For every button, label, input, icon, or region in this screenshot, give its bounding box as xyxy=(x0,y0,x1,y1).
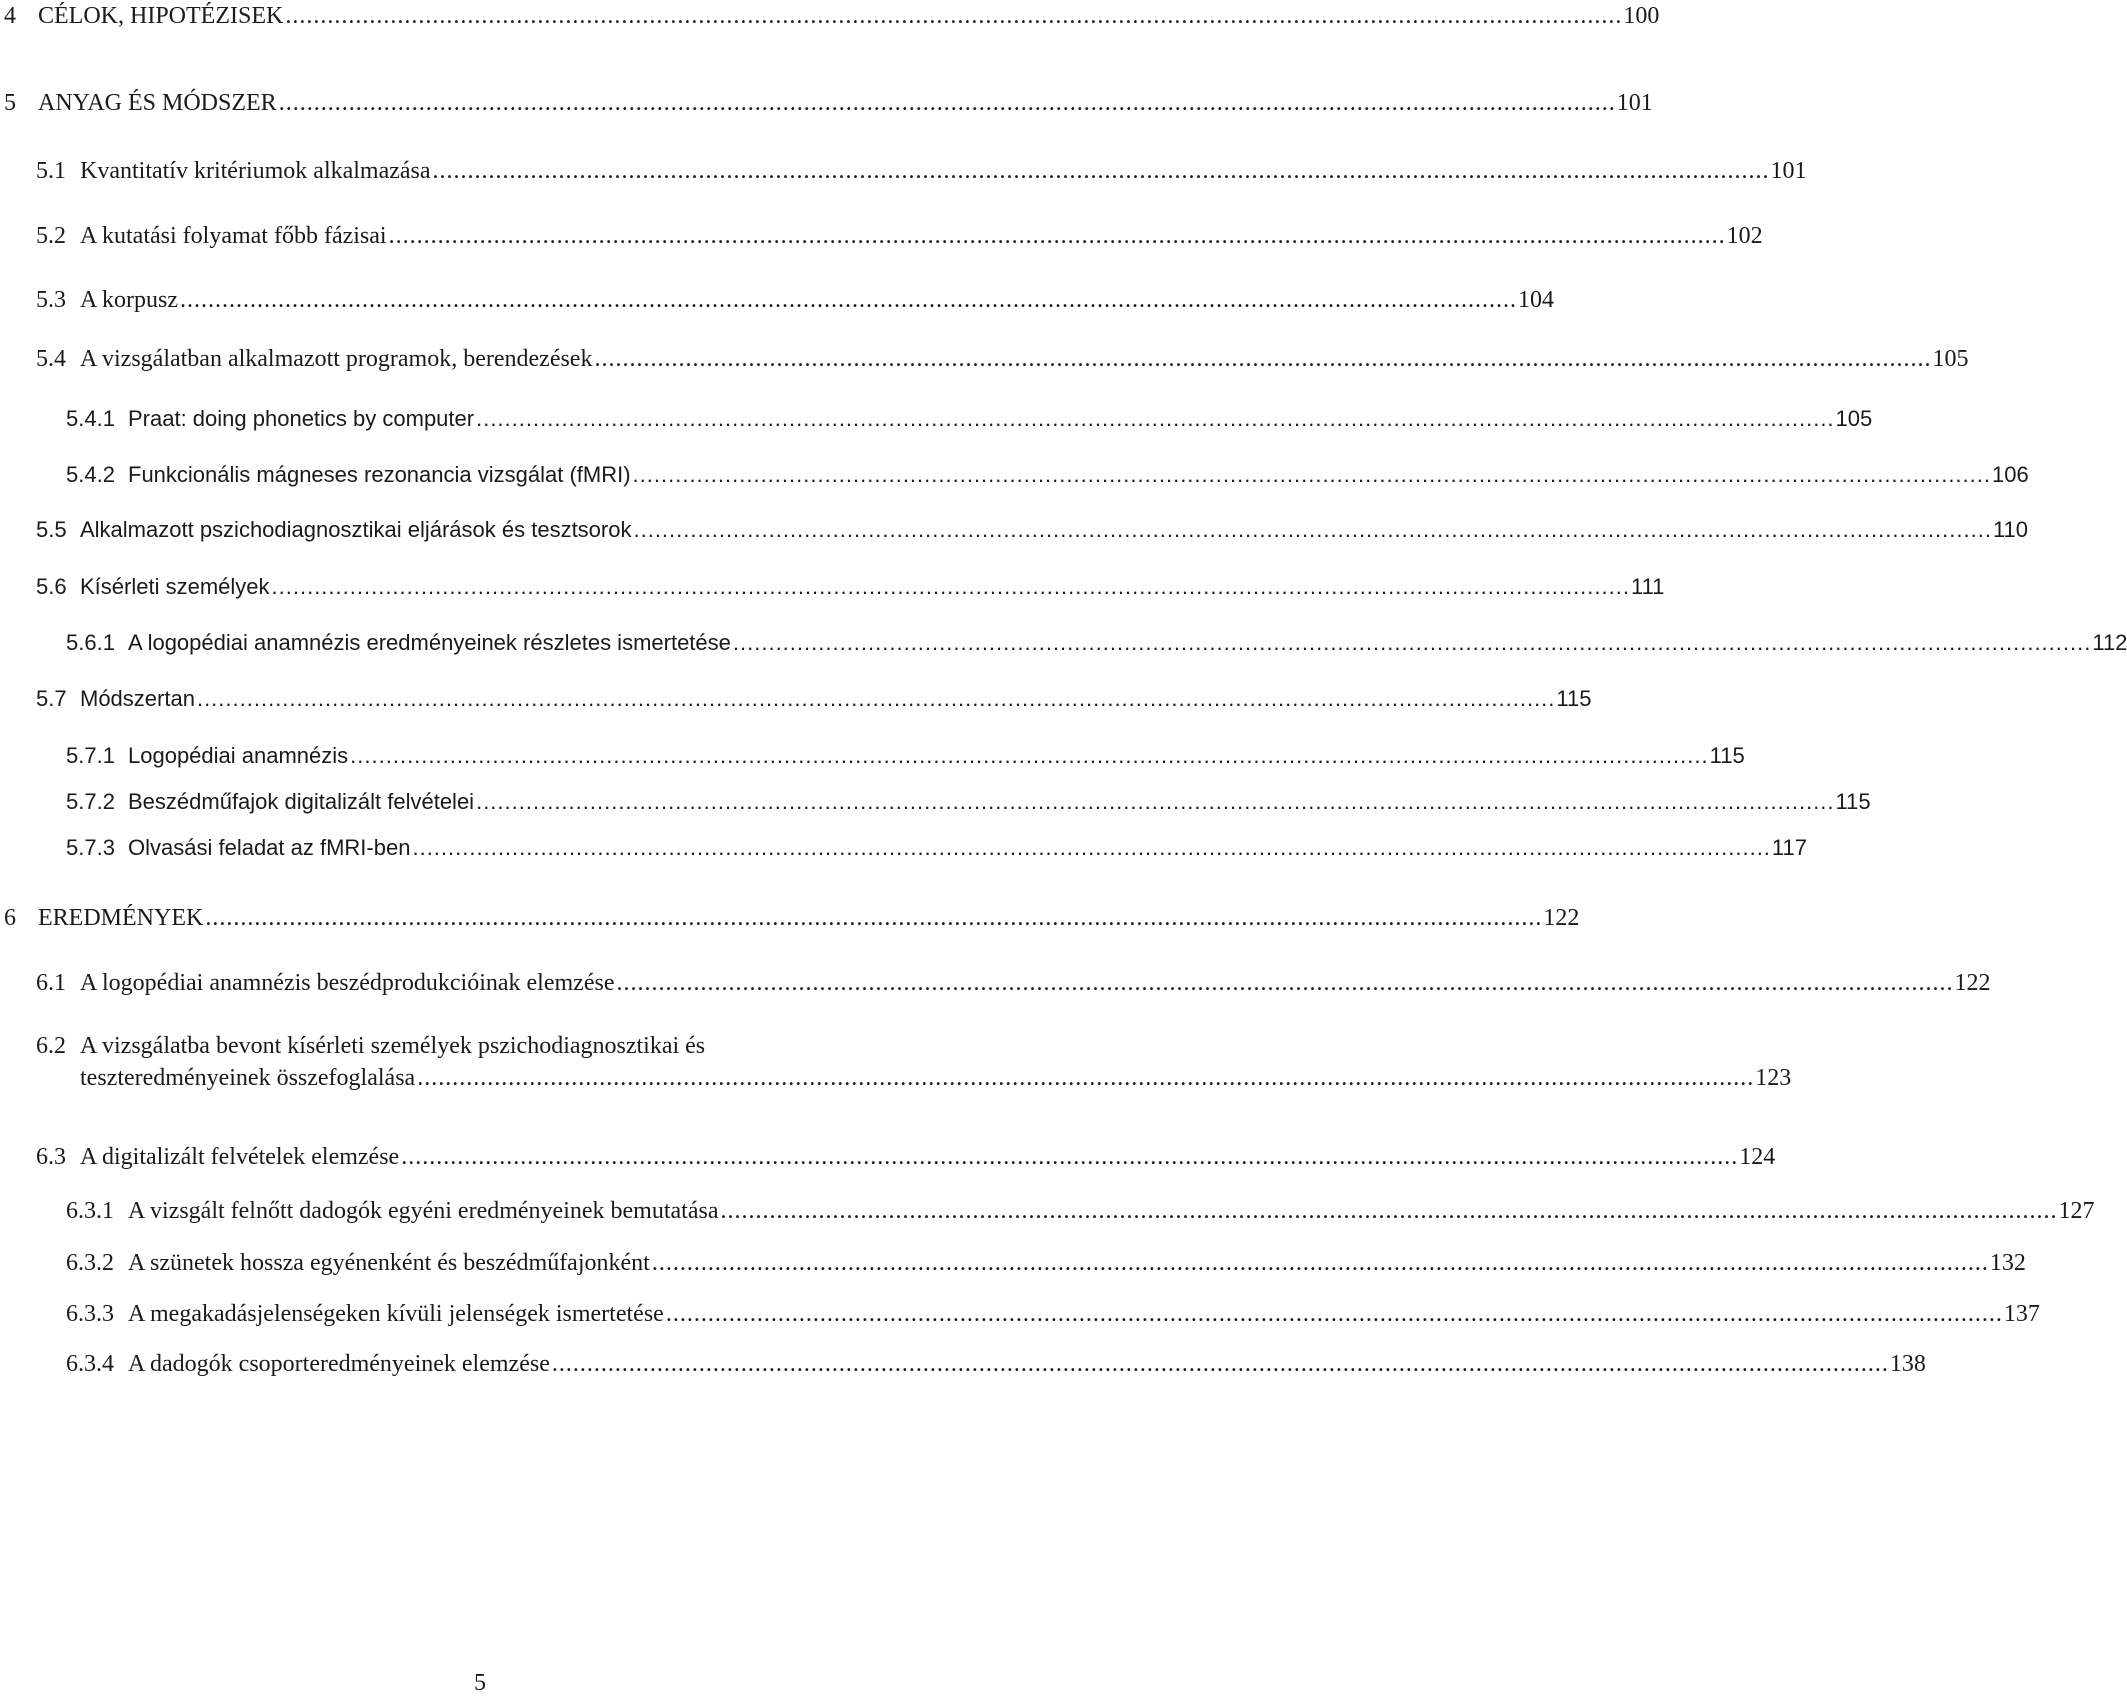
toc-entry-number: 5.4.1 xyxy=(66,406,115,431)
toc-entry-page: 122 xyxy=(1954,970,1991,996)
toc-entry-page: 102 xyxy=(1726,223,1763,249)
toc-leader-dots: ............................................................................................................................................................................................... xyxy=(350,743,1709,768)
toc-entry[interactable] xyxy=(36,1143,1776,1171)
toc-entry-title: CÉLOK, HIPOTÉZISEK xyxy=(38,3,284,29)
toc-leader-dots: ............................................................................................................................................................................................... xyxy=(196,686,1556,711)
toc-entry-title: Alkalmazott pszichodiagnosztikai eljárások és tesztsorok xyxy=(80,517,632,542)
toc-entry-title: A dadogók csoporteredményeinek elemzése xyxy=(128,1351,550,1377)
toc-entry-title: Funkcionális mágneses rezonancia vizsgálat (fMRI) xyxy=(128,462,631,487)
toc-entry-page: 110 xyxy=(1992,517,2029,542)
toc-entry-page: 104 xyxy=(1518,287,1554,313)
toc-entry-page: 137 xyxy=(2003,1301,2040,1327)
toc-entry-number: 5.4.2 xyxy=(66,462,115,487)
toc-leader-dots: ............................................................................................................................................................................................... xyxy=(633,517,1992,542)
page-number: 5 xyxy=(474,1670,486,1696)
toc-entry-number: 5.7.2 xyxy=(66,789,115,814)
toc-entry-title-line2-row xyxy=(80,1064,1791,1092)
toc-entry[interactable] xyxy=(66,1300,2040,1328)
toc-leader-dots: ............................................................................................................................................................................................... xyxy=(476,789,1835,814)
toc-entry-page: 127 xyxy=(2058,1198,2095,1224)
toc-leader-dots: ............................................................................................................................................................................................... xyxy=(720,1198,2058,1224)
toc-entry[interactable] xyxy=(36,573,1665,601)
toc-entry-page: 101 xyxy=(1616,90,1653,116)
toc-entry-number: 5.1 xyxy=(36,158,66,184)
toc-entry-number: 6.3.3 xyxy=(66,1301,114,1327)
toc-leader-dots: ............................................................................................................................................................................................... xyxy=(476,406,1835,431)
toc-entry-page: 106 xyxy=(1992,462,2029,487)
toc-entry[interactable] xyxy=(36,969,1991,997)
toc-entry[interactable] xyxy=(4,2,1660,30)
toc-entry-title: Beszédműfajok digitalizált felvételei xyxy=(128,789,475,814)
toc-leader-dots: ............................................................................................................................................................................................... xyxy=(180,287,1517,313)
toc-leader-dots: ............................................................................................................................................................................................... xyxy=(594,346,1932,372)
toc-entry-number: 5.3 xyxy=(36,287,66,313)
toc-entry-title: ANYAG ÉS MÓDSZER xyxy=(38,90,277,116)
toc-entry-page: 115 xyxy=(1835,789,1871,814)
toc-entry[interactable] xyxy=(36,1032,1792,1092)
toc-entry[interactable] xyxy=(66,788,1871,816)
toc-entry-page: 101 xyxy=(1770,158,1807,184)
toc-entry-page: 122 xyxy=(1543,905,1580,931)
toc-entry-number: 6.3.4 xyxy=(66,1351,114,1377)
toc-entry[interactable] xyxy=(66,461,2029,489)
toc-entry[interactable] xyxy=(4,89,1653,117)
toc-entry-number: 6.1 xyxy=(36,970,66,996)
toc-entry-number: 5.4 xyxy=(36,346,66,372)
toc-entry[interactable] xyxy=(66,1350,1926,1378)
toc-leader-dots: ............................................................................................................................................................................................... xyxy=(388,223,1726,249)
toc-entry[interactable] xyxy=(66,1249,2026,1277)
toc-entry-page: 117 xyxy=(1771,835,1807,860)
toc-entry-page: 115 xyxy=(1709,743,1745,768)
toc-entry-title: A korpusz xyxy=(80,287,178,313)
toc-leader-dots: ............................................................................................................................................................................................... xyxy=(205,905,1543,931)
toc-entry[interactable] xyxy=(36,286,1554,314)
toc-leader-dots: ............................................................................................................................................................................................... xyxy=(285,3,1623,29)
toc-entry-number: 6.3.2 xyxy=(66,1250,114,1276)
toc-entry-number: 5.7.3 xyxy=(66,835,115,860)
toc-entry-page: 105 xyxy=(1835,406,1873,431)
toc-entry-title: A szünetek hossza egyénenként és beszédműfajonként xyxy=(128,1250,650,1276)
toc-leader-dots: ............................................................................................................................................................................................... xyxy=(271,574,1630,599)
toc-entry-title: A vizsgált felnőtt dadogók egyéni eredményeinek bemutatása xyxy=(128,1198,719,1224)
toc-entry-title: Praat: doing phonetics by computer xyxy=(128,406,475,431)
toc-leader-dots: ............................................................................................................................................................................................... xyxy=(551,1351,1889,1377)
toc-entry-number: 5.6 xyxy=(36,574,67,599)
toc-entry-page: 100 xyxy=(1623,3,1660,29)
toc-leader-dots: ............................................................................................................................................................................................... xyxy=(417,1065,1755,1091)
toc-leader-dots: ............................................................................................................................................................................................... xyxy=(616,970,1954,996)
toc-entry-title: Kvantitatív kritériumok alkalmazása xyxy=(80,158,431,184)
toc-entry-title: A logopédiai anamnézis eredményeinek részletes ismertetése xyxy=(128,630,731,655)
toc-leader-dots: ............................................................................................................................................................................................... xyxy=(632,462,1991,487)
toc-entry[interactable] xyxy=(66,405,1873,433)
toc-entry[interactable] xyxy=(66,1197,2095,1225)
toc-entry-title: A digitalizált felvételek elemzése xyxy=(80,1144,400,1170)
toc-entry-title: A logopédiai anamnézis beszédprodukcióinak elemzése xyxy=(80,970,615,996)
toc-entry[interactable] xyxy=(66,629,2127,657)
toc-entry[interactable] xyxy=(36,222,1763,250)
toc-entry-title: Kísérleti személyek xyxy=(80,574,270,599)
toc-entry[interactable] xyxy=(4,904,1580,932)
toc-entry-page: 111 xyxy=(1630,574,1665,599)
toc-leader-dots: ............................................................................................................................................................................................... xyxy=(651,1250,1989,1276)
toc-entry-page: 105 xyxy=(1932,346,1969,372)
toc-entry-title: EREDMÉNYEK xyxy=(38,905,204,931)
toc-entry[interactable] xyxy=(66,834,1807,862)
toc-entry-number: 6.2 xyxy=(36,1033,66,1059)
toc-entry-title: Módszertan xyxy=(80,686,195,711)
toc-entry[interactable] xyxy=(36,345,1969,373)
toc-leader-dots: ............................................................................................................................................................................................... xyxy=(732,630,2092,655)
toc-entry-title: A vizsgálatban alkalmazott programok, berendezések xyxy=(80,346,593,372)
toc-entry-page: 123 xyxy=(1755,1065,1792,1091)
toc-entry-title: Logopédiai anamnézis xyxy=(128,743,349,768)
toc-entry-number: 6 xyxy=(4,905,16,931)
toc-entry-number: 6.3 xyxy=(36,1144,66,1170)
toc-entry-page: 115 xyxy=(1556,686,1592,711)
toc-entry-title-line1: A vizsgálatba bevont kísérleti személyek pszichodiagnosztikai és xyxy=(80,1033,706,1059)
toc-leader-dots: ............................................................................................................................................................................................... xyxy=(432,158,1770,184)
toc-entry-title: A megakadásjelenségeken kívüli jelenségek ismertetése xyxy=(128,1301,664,1327)
toc-entry-page: 138 xyxy=(1889,1351,1926,1377)
toc-entry-page: 112 xyxy=(2092,630,2127,655)
toc-leader-dots: ............................................................................................................................................................................................... xyxy=(278,90,1616,116)
toc-entry-number: 4 xyxy=(4,3,16,29)
toc-entry-number: 5.7 xyxy=(36,686,67,711)
toc-entry-number: 5.7.1 xyxy=(66,743,115,768)
toc-entry-number: 5.6.1 xyxy=(66,630,115,655)
toc-entry-page: 124 xyxy=(1739,1144,1776,1170)
toc-entry-number: 5.2 xyxy=(36,223,66,249)
toc-entry-page: 132 xyxy=(1989,1250,2026,1276)
toc-entry-number: 6.3.1 xyxy=(66,1198,114,1224)
toc-entry[interactable] xyxy=(36,685,1592,713)
toc-entry-title-line2: teszteredményeinek összefoglalása xyxy=(80,1065,416,1091)
toc-entry-body xyxy=(80,1032,1791,1092)
toc-entry-number: 5.5 xyxy=(36,517,67,542)
toc-leader-dots: ............................................................................................................................................................................................... xyxy=(665,1301,2003,1327)
toc-entry-number: 5 xyxy=(4,90,16,116)
toc-entry[interactable] xyxy=(66,742,1745,770)
toc-entry[interactable] xyxy=(36,157,1807,185)
toc-entry-title: A kutatási folyamat főbb fázisai xyxy=(80,223,387,249)
toc-entry[interactable] xyxy=(36,516,2029,544)
toc-leader-dots: ............................................................................................................................................................................................... xyxy=(412,835,1771,860)
toc-leader-dots: ............................................................................................................................................................................................... xyxy=(401,1144,1739,1170)
toc-entry-title: Olvasási feladat az fMRI-ben xyxy=(128,835,411,860)
